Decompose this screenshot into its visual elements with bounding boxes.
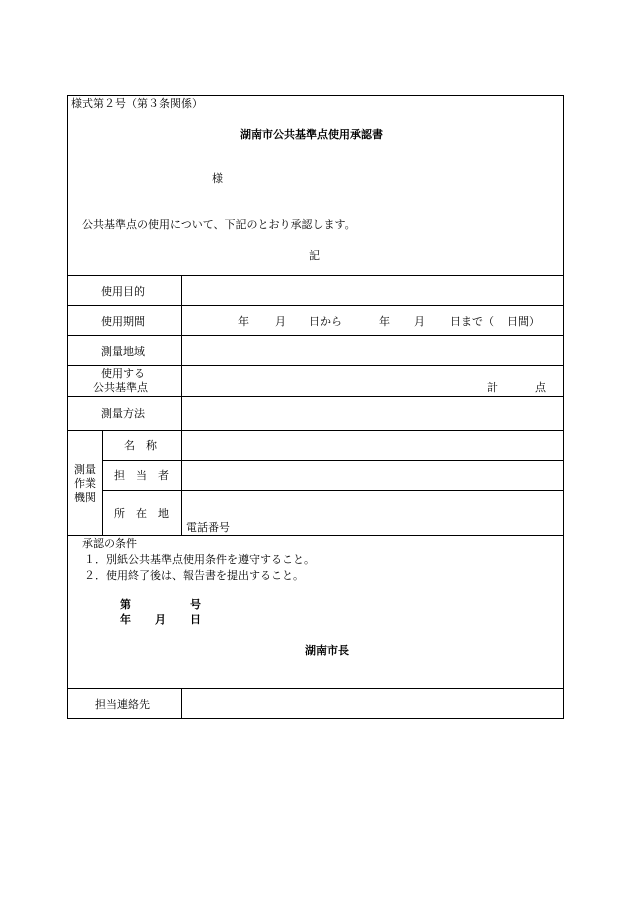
row-line: [67, 365, 564, 366]
condition-item: ２．使用終了後は、報告書を提出すること。: [84, 569, 304, 582]
method-value[interactable]: [182, 397, 563, 430]
issuer-name: 湖南市長: [305, 644, 349, 657]
period-tsuki-2: 月: [414, 315, 425, 328]
period-nen-1: 年: [238, 315, 249, 328]
form-border-left: [67, 95, 68, 718]
row-line: [67, 535, 564, 536]
agency-group-label-2: 作業: [74, 477, 96, 490]
number-dai: 第: [120, 598, 131, 611]
form-border-bottom: [67, 718, 564, 719]
purpose-value[interactable]: [182, 276, 563, 305]
date-nen: 年: [120, 613, 131, 626]
period-nen-2: 年: [379, 315, 390, 328]
form-border-top: [67, 95, 564, 96]
form-border-right: [563, 95, 564, 718]
row-line: [67, 305, 564, 306]
date-hi: 日: [190, 613, 201, 626]
points-label-line1: 使用する: [101, 367, 145, 380]
addressee-suffix: 様: [212, 172, 223, 185]
date-tsuki: 月: [155, 613, 166, 626]
agency-name-label: 名 称: [124, 439, 157, 452]
period-hi-made: 日まで（: [450, 315, 494, 328]
ki-label: 記: [309, 249, 320, 262]
agency-name-value[interactable]: [182, 431, 563, 460]
conditions-heading: 承認の条件: [82, 537, 137, 550]
condition-item: １．別紙公共基準点使用条件を遵守すること。: [84, 553, 315, 566]
points-label-line2: 公共基準点: [93, 381, 148, 394]
document-title: 湖南市公共基準点使用承認書: [240, 128, 383, 141]
area-label: 測量地域: [101, 345, 145, 358]
purpose-label: 使用目的: [101, 285, 145, 298]
area-value[interactable]: [182, 336, 563, 365]
agency-group-label-1: 測量: [74, 463, 96, 476]
agency-address-label: 所 在 地: [114, 507, 169, 520]
agency-phone-label: 電話番号: [186, 521, 230, 534]
period-tsuki-1: 月: [275, 315, 286, 328]
approval-statement: 公共基準点の使用について、下記のとおり承認します。: [82, 218, 356, 231]
row-line-sub: [102, 490, 564, 491]
number-go: 号: [190, 598, 201, 611]
period-label: 使用期間: [101, 315, 145, 328]
agency-person-label: 担 当 者: [114, 469, 169, 482]
agency-person-value[interactable]: [182, 461, 563, 490]
period-nichikan: 日間）: [507, 315, 540, 328]
points-ten: 点: [535, 381, 546, 394]
period-hi-kara: 日から: [309, 315, 342, 328]
agency-group-label-3: 機関: [74, 491, 96, 504]
contact-value[interactable]: [182, 689, 563, 718]
form-number: 様式第２号（第３条関係）: [71, 97, 203, 110]
method-label: 測量方法: [101, 407, 145, 420]
contact-label: 担当連絡先: [95, 698, 150, 711]
column-line-agency: [102, 430, 103, 535]
points-kei: 計: [487, 381, 498, 394]
